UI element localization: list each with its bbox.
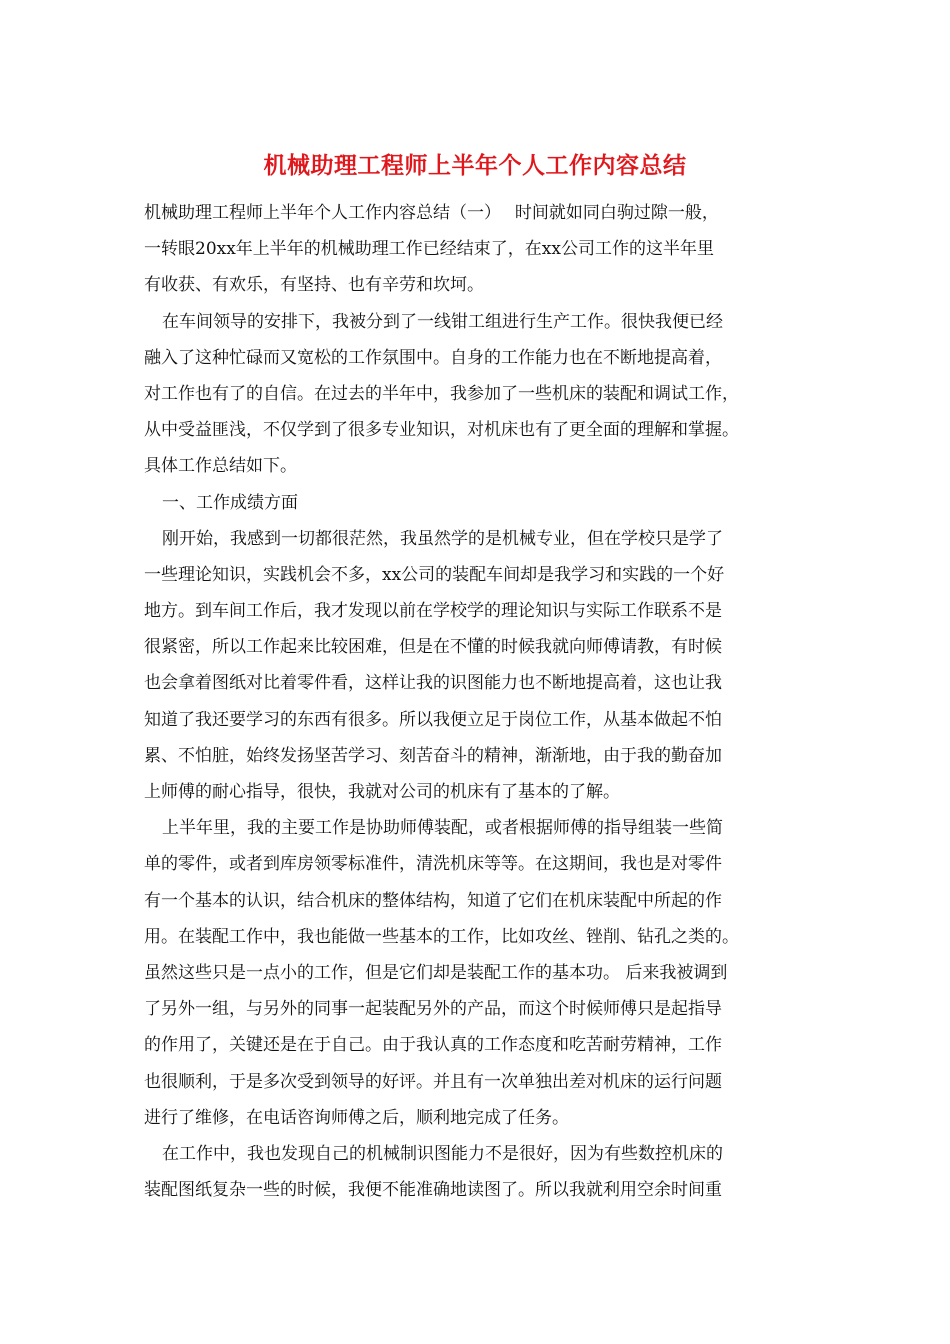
body-line: 累、不怕脏，始终发扬坚苦学习、刻苦奋斗的精神，渐渐地，由于我的勤奋加 bbox=[144, 745, 722, 766]
body-line: 上半年里，我的主要工作是协助师傅装配，或者根据师傅的指导组装一些简 bbox=[162, 818, 723, 839]
body-line: 知道了我还要学习的东西有很多。所以我便立足于岗位工作，从基本做起不怕 bbox=[144, 709, 722, 730]
document-body bbox=[144, 195, 814, 1208]
body-line: 用。在装配工作中，我也能做一些基本的工作，比如攻丝、锉削、钻孔之类的。 bbox=[144, 926, 739, 947]
body-line: 的作用了，关键还是在于自己。由于我认真的工作态度和吃苦耐劳精神，工作 bbox=[144, 1035, 722, 1056]
body-line: 对工作也有了的自信。在过去的半年中，我参加了一些机床的装配和调试工作， bbox=[144, 383, 739, 404]
document-title: 机械助理工程师上半年个人工作内容总结 bbox=[263, 152, 687, 179]
body-line: 装配图纸复杂一些的时候，我便不能准确地读图了。所以我就利用空余时间重 bbox=[144, 1180, 722, 1201]
body-line: 机械助理工程师上半年个人工作内容总结（一） 时间就如同白驹过隙一般， bbox=[144, 203, 719, 223]
body-line: 刚开始，我感到一切都很茫然，我虽然学的是机械专业，但在学校只是学了 bbox=[162, 528, 723, 549]
body-line: 上师傅的耐心指导，很快，我就对公司的机床有了基本的了解。 bbox=[144, 782, 620, 802]
body-line: 一转眼20xx年上半年的机械助理工作已经结束了，在xx公司工作的这半年里 bbox=[144, 239, 714, 260]
body-line: 具体工作总结如下。 bbox=[144, 456, 297, 477]
body-line: 融入了这种忙碌而又宽松的工作氛围中。自身的工作能力也在不断地提高着， bbox=[144, 347, 722, 368]
body-line: 很紧密，所以工作起来比较困难，但是在不懂的时候我就向师傅请教，有时候 bbox=[144, 637, 722, 658]
body-line: 也会拿着图纸对比着零件看，这样让我的识图能力也不断地提高着，这也让我 bbox=[144, 673, 722, 694]
body-line: 进行了维修，在电话咨询师傅之后，顺利地完成了任务。 bbox=[144, 1107, 569, 1128]
body-line: 一些理论知识，实践机会不多，xx公司的装配车间却是我学习和实践的一个好 bbox=[144, 564, 725, 585]
body-line: 单的零件，或者到库房领零标准件，清洗机床等等。在这期间，我也是对零件 bbox=[144, 854, 722, 875]
body-line: 也很顺利，于是多次受到领导的好评。并且有一次单独出差对机床的运行问题 bbox=[144, 1071, 722, 1092]
body-line: 地方。到车间工作后，我才发现以前在学校学的理论知识与实际工作联系不是 bbox=[144, 601, 722, 622]
body-line: 虽然这些只是一点小的工作，但是它们却是装配工作的基本功。 后来我被调到 bbox=[144, 962, 728, 983]
body-line: 在工作中，我也发现自己的机械制识图能力不是很好，因为有些数控机床的 bbox=[162, 1143, 723, 1164]
body-line: 从中受益匪浅，不仅学到了很多专业知识，对机床也有了更全面的理解和掌握。 bbox=[144, 420, 739, 441]
body-line: 有收获、有欢乐，有坚持、也有辛劳和坎坷。 bbox=[144, 275, 484, 296]
body-line: 有一个基本的认识，结合机床的整体结构，知道了它们在机床装配中所起的作 bbox=[144, 890, 722, 911]
body-line: 了另外一组，与另外的同事一起装配另外的产品，而这个时候师傅只是起指导 bbox=[144, 999, 722, 1020]
section-heading: 一、工作成绩方面 bbox=[162, 492, 298, 513]
body-line: 在车间领导的安排下，我被分到了一线钳工组进行生产工作。很快我便已经 bbox=[162, 311, 723, 332]
